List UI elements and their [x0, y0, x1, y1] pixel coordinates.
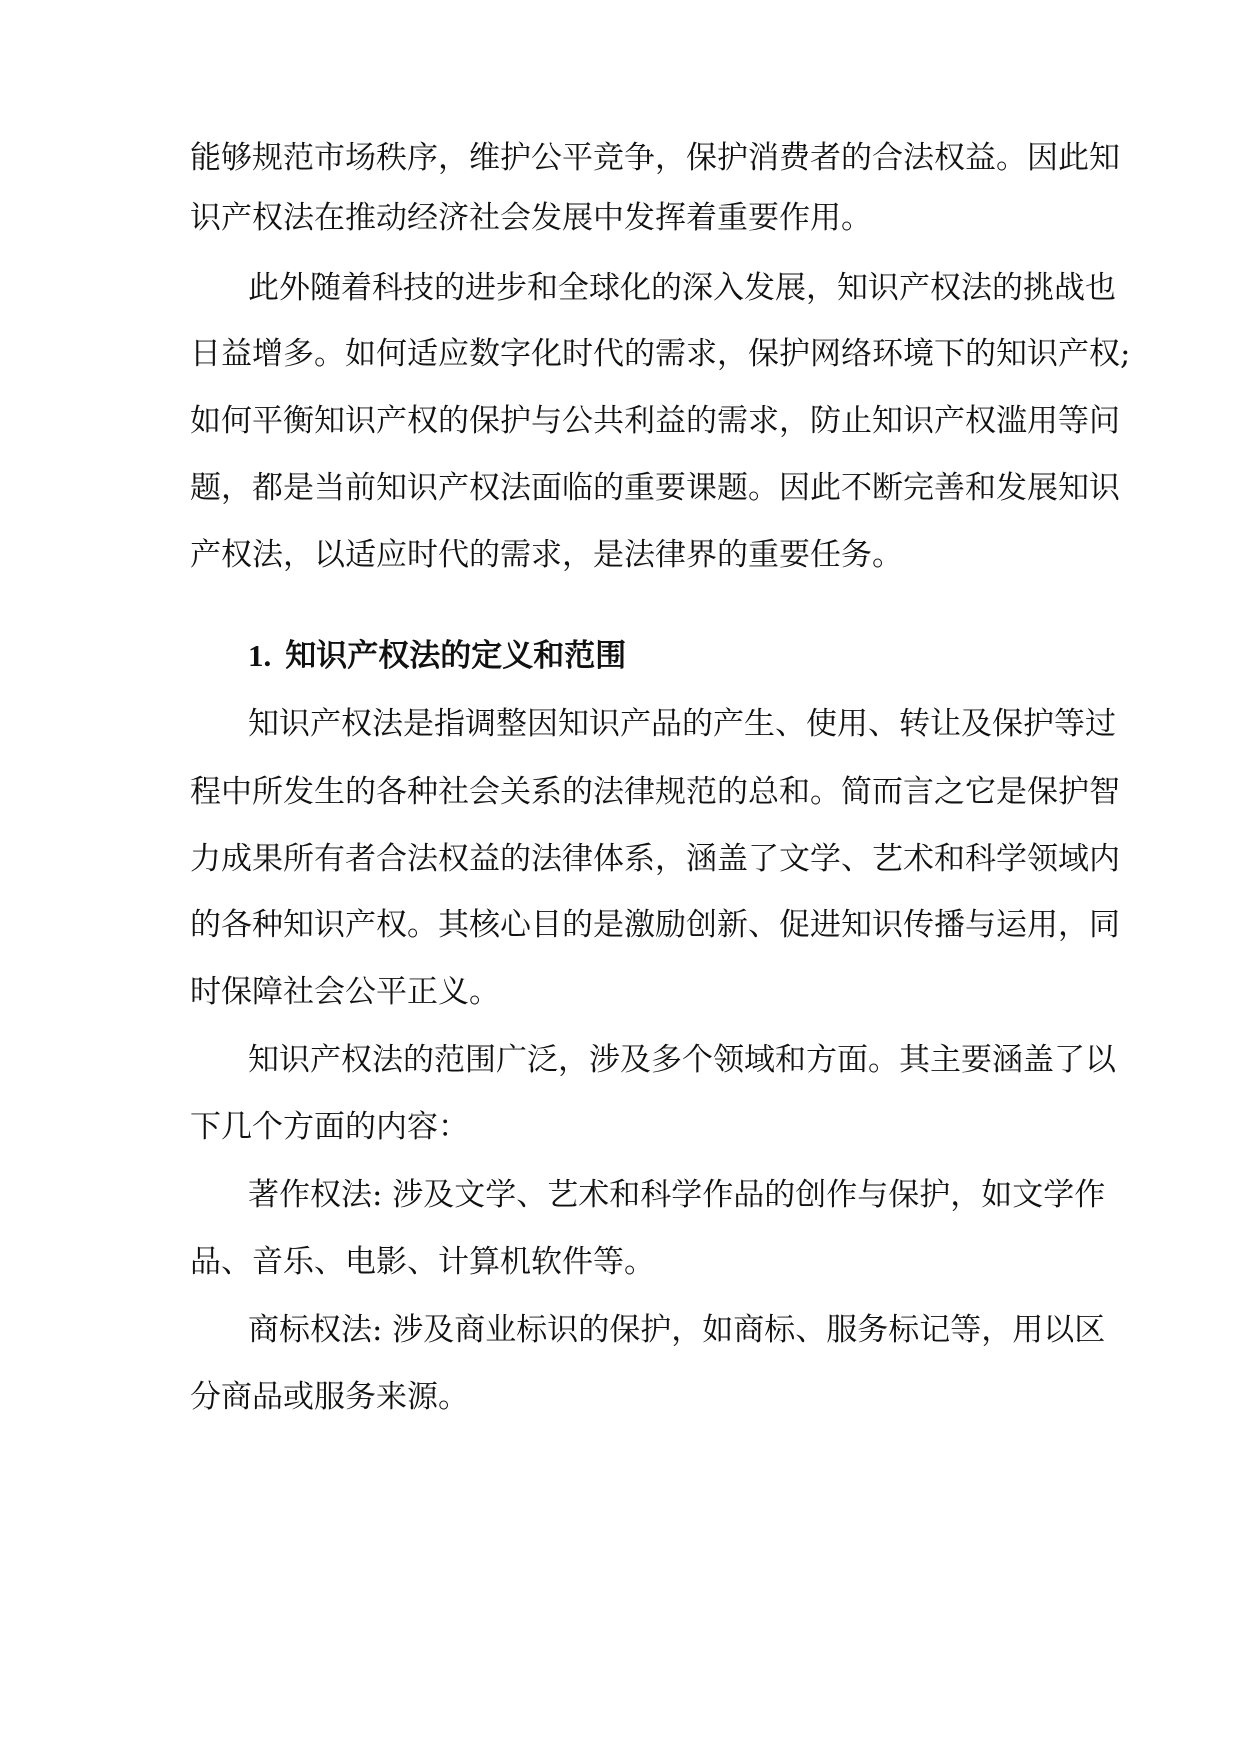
section-heading-title: 知识产权法的定义和范围 [285, 638, 627, 674]
paragraph-line: 日益增多。如何适应数字化时代的需求，保护网络环境下的知识产权; [190, 336, 1131, 372]
section-heading [248, 640, 626, 672]
paragraph-line: 品、音乐、电影、计算机软件等。 [190, 1244, 655, 1280]
section-heading-number: 1. [248, 638, 272, 673]
paragraph-line: 能够规范市场秩序，维护公平竞争，保护消费者的合法权益。因此知 [190, 140, 1120, 176]
paragraph-line: 如何平衡知识产权的保护与公共利益的需求，防止知识产权滥用等问 [190, 403, 1120, 439]
paragraph-line: 产权法，以适应时代的需求，是法律界的重要任务。 [190, 537, 903, 573]
paragraph-line: 著作权法: 涉及文学、艺术和科学作品的创作与保护，如文学作 [248, 1177, 1106, 1213]
paragraph-line: 时保障社会公平正义。 [190, 974, 500, 1010]
paragraph-line: 力成果所有者合法权益的法律体系，涵盖了文学、艺术和科学领域内 [190, 841, 1120, 877]
paragraph-line: 此外随着科技的进步和全球化的深入发展，知识产权法的挑战也 [248, 270, 1116, 306]
paragraph-line: 题，都是当前知识产权法面临的重要课题。因此不断完善和发展知识 [190, 470, 1120, 506]
paragraph-line: 知识产权法的范围广泛，涉及多个领域和方面。其主要涵盖了以 [248, 1042, 1116, 1078]
paragraph-line: 的各种知识产权。其核心目的是激励创新、促进知识传播与运用，同 [190, 907, 1120, 943]
paragraph-line: 商标权法: 涉及商业标识的保护，如商标、服务标记等，用以区 [248, 1312, 1106, 1348]
paragraph-line: 知识产权法是指调整因知识产品的产生、使用、转让及保护等过 [248, 706, 1116, 742]
paragraph-line: 下几个方面的内容： [190, 1109, 469, 1145]
paragraph-line: 程中所发生的各种社会关系的法律规范的总和。简而言之它是保护智 [190, 774, 1120, 810]
paragraph-line: 识产权法在推动经济社会发展中发挥着重要作用。 [190, 200, 872, 236]
paragraph-line: 分商品或服务来源。 [190, 1379, 469, 1415]
